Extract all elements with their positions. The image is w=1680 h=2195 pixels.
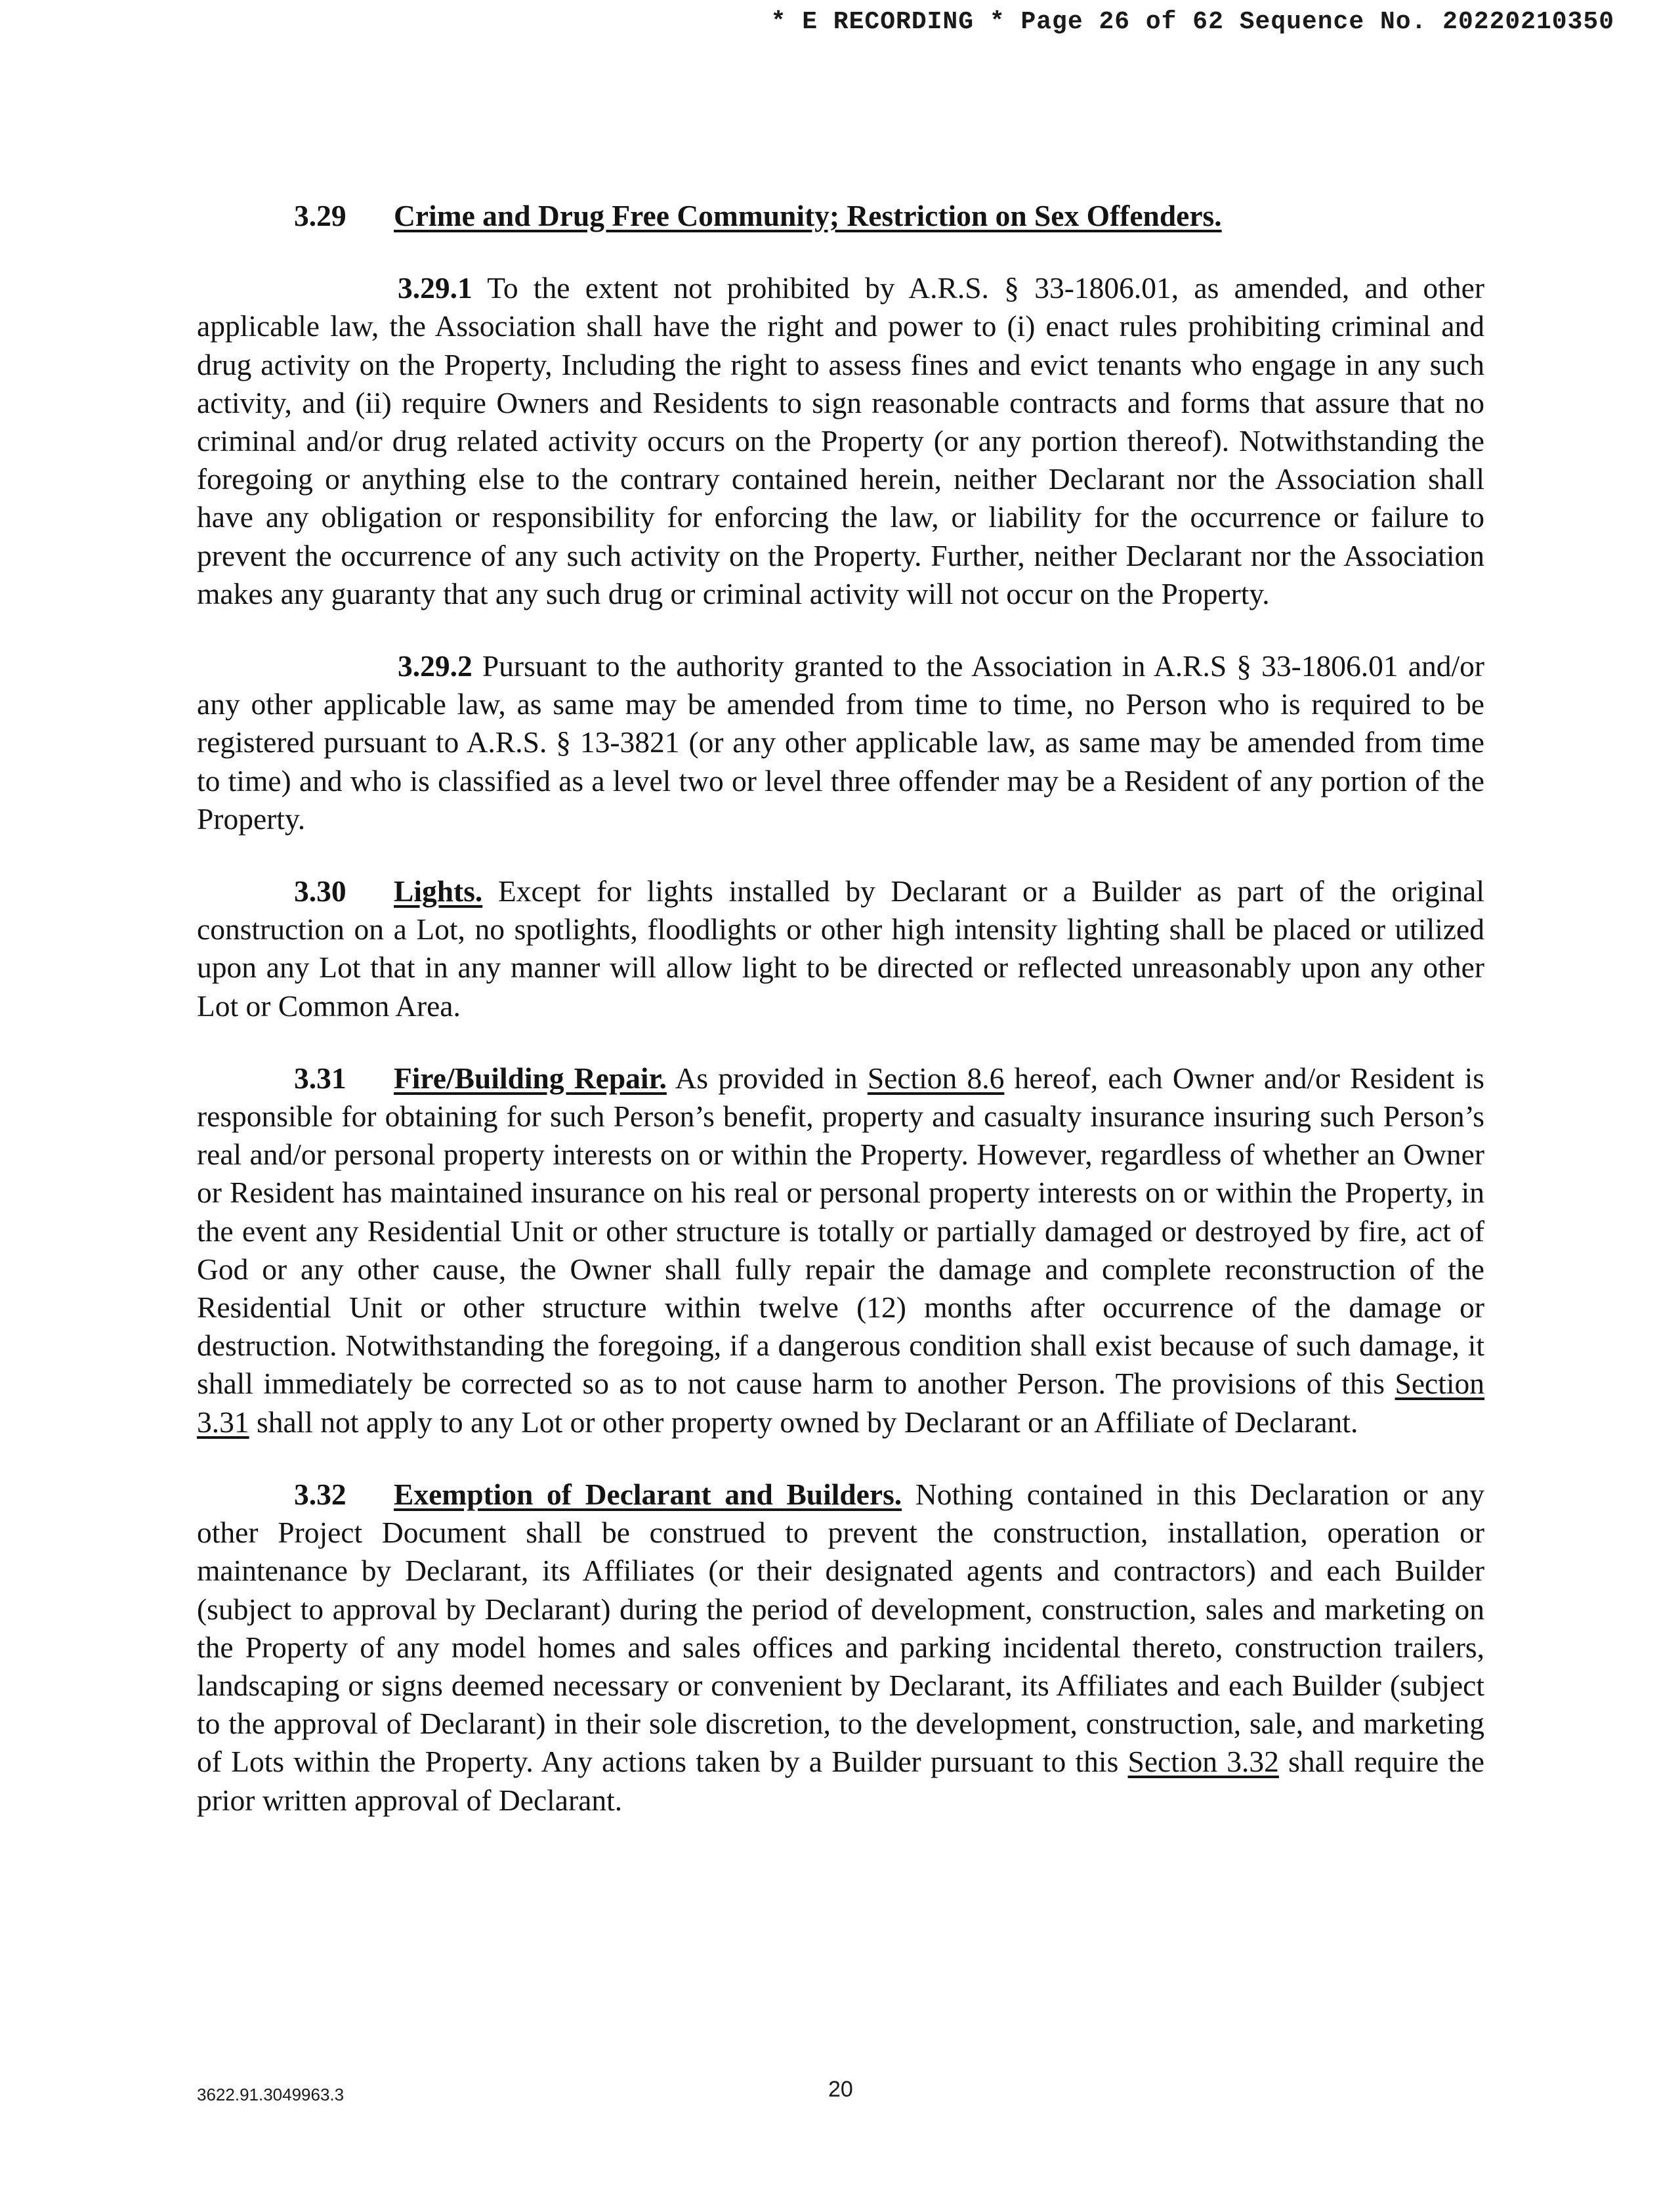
recording-header: * E RECORDING * Page 26 of 62 Sequence No. 20220210350 xyxy=(770,8,1614,36)
section-title: Lights. xyxy=(394,874,483,908)
document-id: 3622.91.3049963.3 xyxy=(197,2085,345,2104)
paragraph-text: hereof, each Owner and/or Resident is responsible for obtaining for such Person’s benefit, property and casualty insurance insuring such Person’s real and/or personal property interests on or within the Property. However, regardless of whether an Owner or Resident has maintained insurance on his real or personal property interests on or within the Property, in the event any Residential Unit or other structure is totally or partially damaged or destroyed by fire, act of God or any other cause, the Owner shall fully repair the damage and complete reconstruction of the Residential Unit or other structure within twelve (12) months after occurrence of the damage or destruction. Notwithstanding the foregoing, if a dangerous condition shall exist because of such damage, it shall immediately be corrected so as to not cause harm to another Person. The provisions of this xyxy=(197,1061,1484,1401)
paragraph-text: shall not apply to any Lot or other property owned by Declarant or an Affiliate of Declarant. xyxy=(257,1405,1358,1439)
subsection-number: 3.29.1 xyxy=(398,271,472,305)
paragraph-text: As provided in xyxy=(675,1061,858,1095)
section-number: 3.29 xyxy=(294,199,346,232)
paragraph-text: Except for lights installed by Declarant or a Builder as part of the original construction on a Lot, no spotlights, floodlights or other high intensity lighting shall be placed or utilized upon any Lot that in any manner will allow light to be directed or reflected unreasonably upon any other Lot or Common Area. xyxy=(197,874,1484,1023)
section-cross-reference: Section 3.32 xyxy=(1127,1745,1279,1779)
section-3-29-2-paragraph xyxy=(197,647,1484,838)
paragraph-text: shall require the prior written approval of Declarant. xyxy=(197,1745,1484,1817)
section-title: Fire/Building Repair. xyxy=(394,1061,667,1095)
section-cross-reference: Section 3.31 xyxy=(197,1367,1484,1439)
section-number: 3.32 xyxy=(294,1477,346,1511)
section-3-29-1-paragraph xyxy=(197,269,1484,613)
section-number: 3.30 xyxy=(294,874,346,908)
paragraph-text: Nothing contained in this Declaration or any other Project Document shall be construed to prevent the construction, installation, operation or maintenance by Declarant, its Affiliates (or their designated agents and contractors) and each Builder (subject to approval by Declarant) during the period of development, construction, sales and marketing on the Property of any model homes and sales offices and parking incidental thereto, construction trailers, landscaping or signs deemed necessary or convenient by Declarant, its Affiliates and each Builder (subject to the approval of Declarant) in their sole discretion, to the development, construction, sale, and marketing of Lots within the Property. Any actions taken by a Builder pursuant to this xyxy=(197,1477,1484,1779)
section-number: 3.31 xyxy=(294,1061,346,1095)
subsection-number: 3.29.2 xyxy=(398,649,472,683)
section-3-30-paragraph xyxy=(197,872,1484,1025)
section-3-29-heading xyxy=(197,197,1484,235)
paragraph-text: Pursuant to the authority granted to the Association in A.R.S § 33-1806.01 and/or any other applicable law, as same may be amended from time to time, no Person who is required to be registered pursuant to A.R.S. § 13-3821 (or any other applicable law, as same may be amended from time to time) and who is classified as a level two or level three offender may be a Resident of any portion of the Property. xyxy=(197,649,1484,836)
section-3-31-paragraph xyxy=(197,1059,1484,1441)
section-title: Exemption of Declarant and Builders. xyxy=(394,1477,902,1511)
section-cross-reference: Section 8.6 xyxy=(867,1061,1005,1095)
document-body xyxy=(197,197,1484,1854)
section-title: Crime and Drug Free Community; Restriction on Sex Offenders. xyxy=(394,199,1222,232)
section-3-32-paragraph xyxy=(197,1476,1484,1820)
paragraph-text: To the extent not prohibited by A.R.S. § 33-1806.01, as amended, and other applicable law, the Association shall have the right and power to (i) enact rules prohibiting criminal and drug activity on the Property, Including the right to assess fines and evict tenants who engage in any such activity, and (ii) require Owners and Residents to sign reasonable contracts and forms that assure that no criminal and/or drug related activity occurs on the Property (or any portion thereof). Notwithstanding the foregoing or anything else to the contrary contained herein, neither Declarant nor the Association shall have any obligation or responsibility for enforcing the law, or liability for the occurrence or failure to prevent the occurrence of any such activity on the Property. Further, neither Declarant nor the Association makes any guaranty that any such drug or criminal activity will not occur on the Property. xyxy=(197,271,1484,610)
page-number: 20 xyxy=(828,2077,853,2102)
